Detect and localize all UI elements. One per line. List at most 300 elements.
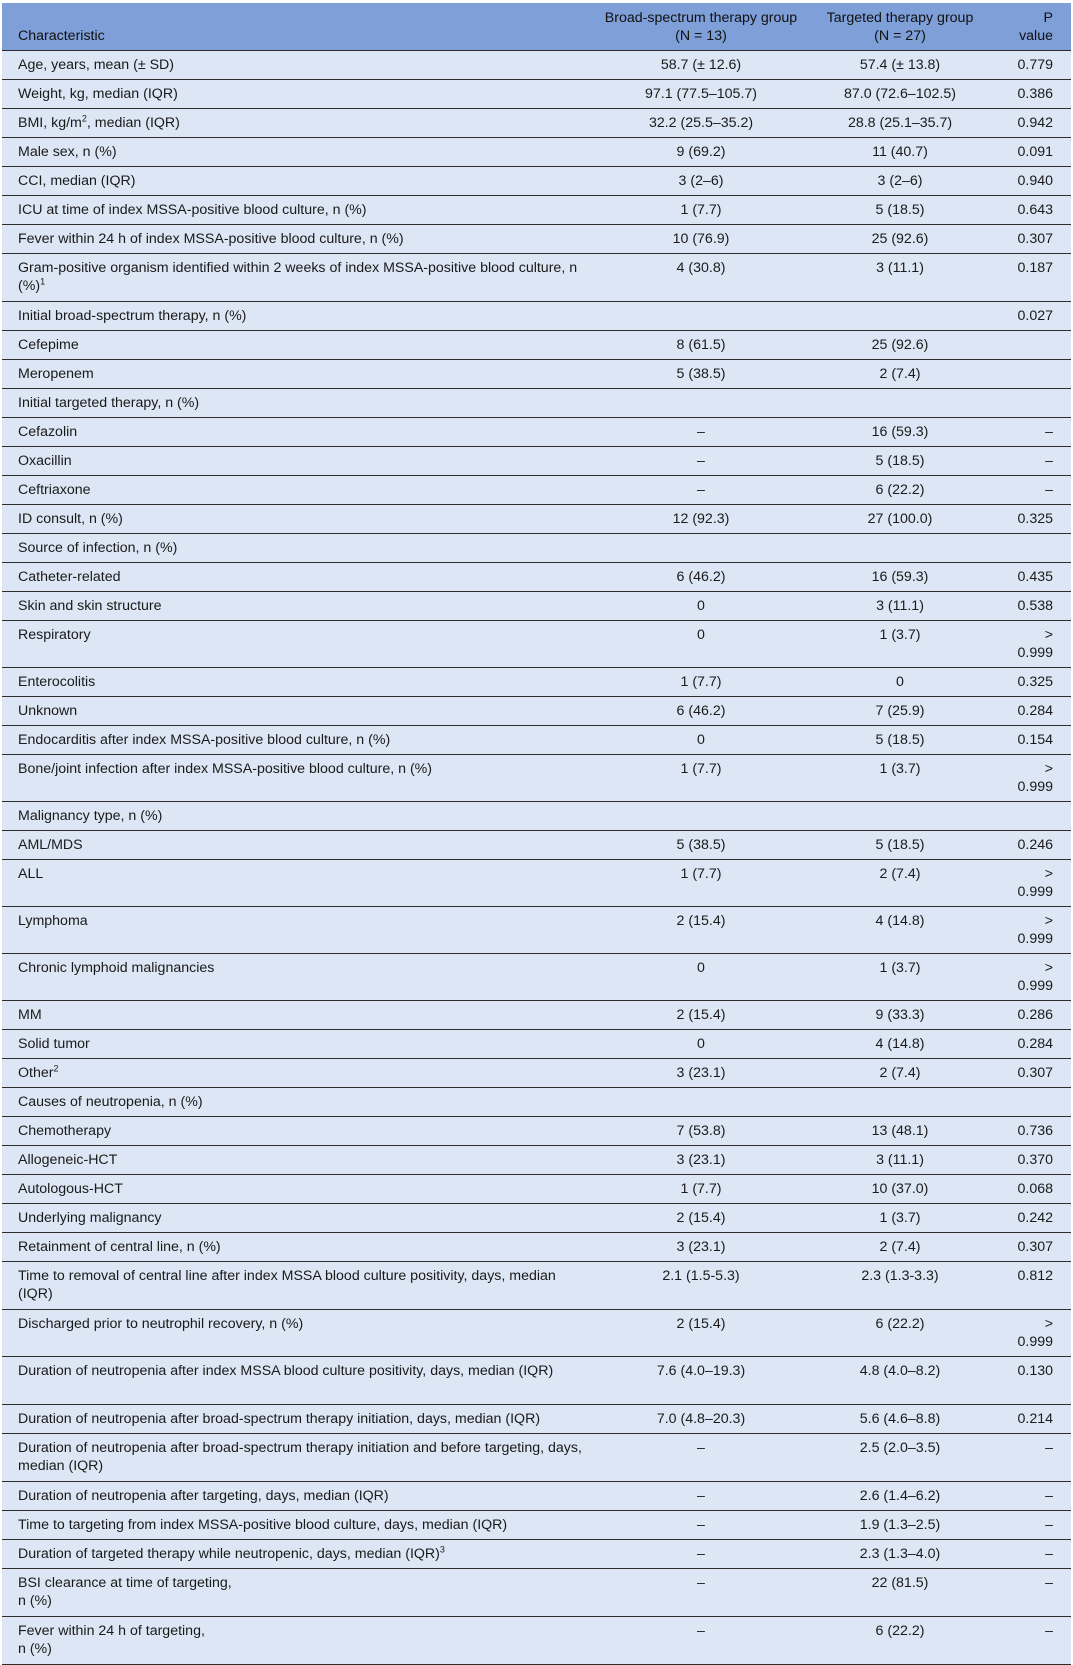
- p-value: 0.386: [993, 79, 1071, 108]
- broad-spectrum-value: 9 (69.2): [595, 137, 807, 166]
- footnote-marker: 1: [40, 275, 46, 286]
- table-row: [2, 1356, 1071, 1404]
- table-row: [2, 533, 1071, 562]
- row-characteristic: [2, 953, 595, 1000]
- table-row: [2, 166, 1071, 195]
- row-characteristic: [2, 533, 595, 562]
- p-value: 0.068: [993, 1174, 1071, 1203]
- broad-spectrum-value: [595, 533, 807, 562]
- footnote-marker: 2: [53, 1062, 59, 1073]
- p-value: [993, 1087, 1071, 1116]
- targeted-value: [807, 388, 993, 417]
- targeted-value: 3 (11.1): [807, 253, 993, 301]
- table-row: [2, 1203, 1071, 1232]
- table-row: [2, 137, 1071, 166]
- targeted-value: 13 (48.1): [807, 1116, 993, 1145]
- targeted-value: 2.3 (1.3-3.3): [807, 1261, 993, 1309]
- p-value: 0.307: [993, 1058, 1071, 1087]
- table-row: [2, 1568, 1071, 1616]
- p-value: 0.130: [993, 1356, 1071, 1404]
- broad-spectrum-value: 1 (7.7): [595, 195, 807, 224]
- characteristic-label: Age, years, mean (± SD): [18, 56, 175, 73]
- table-row: [2, 1616, 1071, 1664]
- p-value: –: [993, 417, 1071, 446]
- row-characteristic: [2, 166, 595, 195]
- p-value: > 0.999: [993, 1309, 1071, 1356]
- broad-spectrum-value: 3 (23.1): [595, 1058, 807, 1087]
- p-value: 0.154: [993, 725, 1071, 754]
- table-row: [2, 79, 1071, 108]
- characteristic-label: Lymphoma: [18, 912, 88, 929]
- targeted-value: 9 (33.3): [807, 1000, 993, 1029]
- targeted-value: 4.8 (4.0–8.2): [807, 1356, 993, 1404]
- targeted-value: 16 (59.3): [807, 417, 993, 446]
- row-characteristic: [2, 1232, 595, 1261]
- broad-spectrum-value: 1 (7.7): [595, 1174, 807, 1203]
- p-value: 0.286: [993, 1000, 1071, 1029]
- targeted-value: 1 (3.7): [807, 620, 993, 667]
- row-characteristic: [2, 1510, 595, 1539]
- p-value: 0.091: [993, 137, 1071, 166]
- row-characteristic: [2, 1616, 595, 1664]
- table-row: [2, 830, 1071, 859]
- targeted-value: 2.5 (2.0–3.5): [807, 1433, 993, 1481]
- targeted-value: 28.8 (25.1–35.7): [807, 108, 993, 137]
- row-characteristic: [2, 1404, 595, 1433]
- table-row: [2, 1174, 1071, 1203]
- table-row: [2, 1232, 1071, 1261]
- characteristic-label: Cefepime: [18, 336, 79, 353]
- table-row: [2, 330, 1071, 359]
- targeted-value: 5 (18.5): [807, 725, 993, 754]
- characteristic-label: Allogeneic-HCT: [18, 1151, 118, 1168]
- row-characteristic: [2, 79, 595, 108]
- table-row: [2, 446, 1071, 475]
- broad-spectrum-value: 0: [595, 725, 807, 754]
- row-characteristic: [2, 417, 595, 446]
- p-value: –: [993, 1616, 1071, 1664]
- broad-spectrum-value: 1 (7.7): [595, 667, 807, 696]
- broad-spectrum-value: 7.6 (4.0–19.3): [595, 1356, 807, 1404]
- characteristic-label-line2: n (%): [18, 1640, 52, 1657]
- row-characteristic: [2, 1000, 595, 1029]
- p-value: 0.242: [993, 1203, 1071, 1232]
- targeted-value: 6 (22.2): [807, 1616, 993, 1664]
- row-characteristic: [2, 137, 595, 166]
- table-row: [2, 906, 1071, 953]
- targeted-value: 5 (18.5): [807, 830, 993, 859]
- table-row: [2, 504, 1071, 533]
- characteristic-label: Oxacillin: [18, 452, 72, 469]
- broad-spectrum-value: 5 (38.5): [595, 830, 807, 859]
- p-value: [993, 330, 1071, 359]
- broad-spectrum-value: 7.0 (4.8–20.3): [595, 1404, 807, 1433]
- targeted-value: 5.6 (4.6–8.8): [807, 1404, 993, 1433]
- targeted-value: 25 (92.6): [807, 330, 993, 359]
- header-broad-title: Broad-spectrum therapy group: [604, 9, 798, 26]
- characteristic-label: Other: [18, 1064, 54, 1081]
- characteristic-label: CCI, median (IQR): [18, 172, 136, 189]
- broad-spectrum-value: –: [595, 475, 807, 504]
- p-value: 0.940: [993, 166, 1071, 195]
- p-value: 0.370: [993, 1145, 1071, 1174]
- targeted-value: 4 (14.8): [807, 906, 993, 953]
- targeted-value: 25 (92.6): [807, 224, 993, 253]
- broad-spectrum-value: 3 (2–6): [595, 166, 807, 195]
- targeted-value: 2 (7.4): [807, 1058, 993, 1087]
- broad-spectrum-value: 0: [595, 620, 807, 667]
- table-row: [2, 1145, 1071, 1174]
- targeted-value: 2.6 (1.4–6.2): [807, 1481, 993, 1510]
- table-row: [2, 1510, 1071, 1539]
- p-value: 0.779: [993, 50, 1071, 79]
- broad-spectrum-value: 7 (53.8): [595, 1116, 807, 1145]
- header-row: [2, 3, 1071, 50]
- p-value: > 0.999: [993, 906, 1071, 953]
- characteristic-label: Ceftriaxone: [18, 481, 91, 498]
- characteristic-label: Initial targeted therapy, n (%): [18, 394, 200, 411]
- targeted-value: 4 (14.8): [807, 1029, 993, 1058]
- characteristic-label: ALL: [18, 865, 44, 882]
- header-broad-spectrum-group: [595, 3, 807, 50]
- table-row: [2, 754, 1071, 801]
- broad-spectrum-value: –: [595, 1433, 807, 1481]
- targeted-value: 1 (3.7): [807, 1203, 993, 1232]
- broad-spectrum-value: [595, 388, 807, 417]
- table-row: [2, 301, 1071, 330]
- row-characteristic: [2, 108, 595, 137]
- p-value: [993, 801, 1071, 830]
- characteristic-label: Chemotherapy: [18, 1122, 112, 1139]
- header-characteristic: Characteristic: [2, 3, 595, 50]
- characteristic-label: BMI, kg/m: [18, 114, 82, 131]
- targeted-value: [807, 801, 993, 830]
- p-value: > 0.999: [993, 754, 1071, 801]
- p-value: 0.736: [993, 1116, 1071, 1145]
- targeted-value: 27 (100.0): [807, 504, 993, 533]
- p-value: 0.284: [993, 696, 1071, 725]
- row-characteristic: [2, 859, 595, 906]
- characteristic-label: Chronic lymphoid malignancies: [18, 959, 215, 976]
- targeted-value: 5 (18.5): [807, 446, 993, 475]
- p-value: 0.027: [993, 301, 1071, 330]
- row-characteristic: [2, 1029, 595, 1058]
- characteristic-label-line2: n (%): [18, 1592, 52, 1609]
- characteristic-label: Malignancy type, n (%): [18, 807, 163, 824]
- characteristic-label: Respiratory: [18, 626, 91, 643]
- broad-spectrum-value: –: [595, 1510, 807, 1539]
- row-characteristic: [2, 330, 595, 359]
- table-row: [2, 1404, 1071, 1433]
- row-characteristic: [2, 50, 595, 79]
- broad-spectrum-value: 58.7 (± 12.6): [595, 50, 807, 79]
- p-value: –: [993, 475, 1071, 504]
- broad-spectrum-value: 12 (92.3): [595, 504, 807, 533]
- broad-spectrum-value: [595, 801, 807, 830]
- broad-spectrum-value: 2 (15.4): [595, 906, 807, 953]
- broad-spectrum-value: –: [595, 1568, 807, 1616]
- targeted-value: 0: [807, 667, 993, 696]
- characteristic-label: Underlying malignancy: [18, 1209, 162, 1226]
- row-characteristic: [2, 1261, 595, 1309]
- characteristic-label: Unknown: [18, 702, 78, 719]
- targeted-value: 3 (11.1): [807, 591, 993, 620]
- broad-spectrum-value: 8 (61.5): [595, 330, 807, 359]
- p-value: 0.214: [993, 1404, 1071, 1433]
- broad-spectrum-value: 97.1 (77.5–105.7): [595, 79, 807, 108]
- p-value: –: [993, 446, 1071, 475]
- targeted-value: 22 (81.5): [807, 1568, 993, 1616]
- header-targeted-title: Targeted therapy group: [826, 9, 974, 26]
- targeted-value: 5 (18.5): [807, 195, 993, 224]
- row-characteristic: [2, 301, 595, 330]
- row-characteristic: [2, 667, 595, 696]
- characteristic-label: Fever within 24 h of index MSSA-positive blood culture, n (%): [18, 230, 404, 247]
- table-row: [2, 1261, 1071, 1309]
- targeted-value: 3 (11.1): [807, 1145, 993, 1174]
- characteristic-label: Initial broad-spectrum therapy, n (%): [18, 307, 247, 324]
- p-value: 0.307: [993, 224, 1071, 253]
- characteristic-label: Duration of neutropenia after broad-spectrum therapy initiation, days, median (IQR): [18, 1410, 541, 1427]
- footnote-marker: 3: [439, 1543, 445, 1554]
- p-value: [993, 388, 1071, 417]
- p-value: 0.325: [993, 667, 1071, 696]
- characteristic-label: Duration of neutropenia after broad-spectrum therapy initiation and before targeting, days, median (IQR): [18, 1439, 582, 1474]
- targeted-value: 2.3 (1.3–4.0): [807, 1539, 993, 1568]
- row-characteristic: [2, 906, 595, 953]
- p-value: [993, 359, 1071, 388]
- row-characteristic: [2, 1539, 595, 1568]
- characteristic-label: Fever within 24 h of targeting,: [18, 1622, 205, 1639]
- characteristic-label: Enterocolitis: [18, 673, 96, 690]
- table-row: [2, 1433, 1071, 1481]
- characteristic-label: Meropenem: [18, 365, 94, 382]
- row-characteristic: [2, 591, 595, 620]
- targeted-value: 57.4 (± 13.8): [807, 50, 993, 79]
- row-characteristic: [2, 562, 595, 591]
- row-characteristic: [2, 388, 595, 417]
- row-characteristic: [2, 801, 595, 830]
- row-characteristic: [2, 475, 595, 504]
- targeted-value: 87.0 (72.6–102.5): [807, 79, 993, 108]
- broad-spectrum-value: –: [595, 417, 807, 446]
- characteristic-label-suffix: , median (IQR): [86, 114, 180, 131]
- p-value: –: [993, 1539, 1071, 1568]
- row-characteristic: [2, 754, 595, 801]
- row-characteristic: [2, 1174, 595, 1203]
- characteristic-label: AML/MDS: [18, 836, 83, 853]
- broad-spectrum-value: 5 (38.5): [595, 359, 807, 388]
- targeted-value: 2 (7.4): [807, 359, 993, 388]
- header-targeted-n: (N = 27): [874, 27, 926, 44]
- characteristic-label: Causes of neutropenia, n (%): [18, 1093, 203, 1110]
- header-broad-n: (N = 13): [675, 27, 727, 44]
- table-row: [2, 1309, 1071, 1356]
- table-row: [2, 1116, 1071, 1145]
- table-row: [2, 725, 1071, 754]
- characteristic-label: Solid tumor: [18, 1035, 90, 1052]
- targeted-value: 10 (37.0): [807, 1174, 993, 1203]
- p-value: –: [993, 1510, 1071, 1539]
- row-characteristic: [2, 1568, 595, 1616]
- table-row: [2, 667, 1071, 696]
- broad-spectrum-value: 32.2 (25.5–35.2): [595, 108, 807, 137]
- p-value: 0.284: [993, 1029, 1071, 1058]
- broad-spectrum-value: 2 (15.4): [595, 1000, 807, 1029]
- table-row: [2, 253, 1071, 301]
- targeted-value: 6 (22.2): [807, 1309, 993, 1356]
- broad-spectrum-value: 2 (15.4): [595, 1203, 807, 1232]
- broad-spectrum-value: 4 (30.8): [595, 253, 807, 301]
- characteristics-table: [2, 3, 1071, 1665]
- characteristic-label: ICU at time of index MSSA-positive blood culture, n (%): [18, 201, 367, 218]
- p-value: > 0.999: [993, 953, 1071, 1000]
- characteristic-label: Retainment of central line, n (%): [18, 1238, 221, 1255]
- targeted-value: 11 (40.7): [807, 137, 993, 166]
- characteristic-label: Bone/joint infection after index MSSA-positive blood culture, n (%): [18, 760, 433, 777]
- header-targeted-group: [807, 3, 993, 50]
- broad-spectrum-value: [595, 1087, 807, 1116]
- row-characteristic: [2, 1356, 595, 1404]
- table-row: [2, 359, 1071, 388]
- p-value: 0.187: [993, 253, 1071, 301]
- row-characteristic: [2, 359, 595, 388]
- targeted-value: 7 (25.9): [807, 696, 993, 725]
- p-value: –: [993, 1433, 1071, 1481]
- targeted-value: 2 (7.4): [807, 1232, 993, 1261]
- table-row: [2, 1000, 1071, 1029]
- characteristic-label: Male sex, n (%): [18, 143, 117, 160]
- table-row: [2, 562, 1071, 591]
- table-row: [2, 801, 1071, 830]
- broad-spectrum-value: 6 (46.2): [595, 562, 807, 591]
- broad-spectrum-value: 2 (15.4): [595, 1309, 807, 1356]
- targeted-value: [807, 533, 993, 562]
- table-header: [2, 3, 1071, 50]
- characteristic-label: Duration of neutropenia after targeting, days, median (IQR): [18, 1487, 389, 1504]
- broad-spectrum-value: –: [595, 1616, 807, 1664]
- characteristic-label: Duration of neutropenia after index MSSA blood culture positivity, days, median (IQR): [18, 1362, 554, 1379]
- broad-spectrum-value: 0: [595, 591, 807, 620]
- p-value: 0.307: [993, 1232, 1071, 1261]
- broad-spectrum-value: 2.1 (1.5-5.3): [595, 1261, 807, 1309]
- broad-spectrum-value: –: [595, 1481, 807, 1510]
- table-row: [2, 108, 1071, 137]
- table-body: [2, 50, 1071, 1664]
- p-value: 0.435: [993, 562, 1071, 591]
- targeted-value: 1 (3.7): [807, 953, 993, 1000]
- row-characteristic: [2, 1145, 595, 1174]
- characteristic-label: Autologous-HCT: [18, 1180, 123, 1197]
- targeted-value: 16 (59.3): [807, 562, 993, 591]
- table-row: [2, 50, 1071, 79]
- p-value: 0.812: [993, 1261, 1071, 1309]
- p-value: > 0.999: [993, 620, 1071, 667]
- table-row: [2, 696, 1071, 725]
- table-row: [2, 859, 1071, 906]
- broad-spectrum-value: [595, 301, 807, 330]
- targeted-value: 2 (7.4): [807, 859, 993, 906]
- row-characteristic: [2, 224, 595, 253]
- table-row: [2, 1481, 1071, 1510]
- row-characteristic: [2, 446, 595, 475]
- table-row: [2, 1539, 1071, 1568]
- p-value: 0.942: [993, 108, 1071, 137]
- broad-spectrum-value: 10 (76.9): [595, 224, 807, 253]
- row-characteristic: [2, 620, 595, 667]
- table-row: [2, 1029, 1071, 1058]
- broad-spectrum-value: 0: [595, 953, 807, 1000]
- broad-spectrum-value: 1 (7.7): [595, 754, 807, 801]
- characteristic-label: Catheter-related: [18, 568, 121, 585]
- targeted-value: 3 (2–6): [807, 166, 993, 195]
- row-characteristic: [2, 1116, 595, 1145]
- characteristic-label: Gram-positive organism identified within 2 weeks of index MSSA-positive blood culture, n (%): [18, 259, 578, 294]
- targeted-value: [807, 1087, 993, 1116]
- table-row: [2, 475, 1071, 504]
- row-characteristic: [2, 696, 595, 725]
- row-characteristic: [2, 1087, 595, 1116]
- row-characteristic: [2, 504, 595, 533]
- characteristic-label: Duration of targeted therapy while neutropenic, days, median (IQR): [18, 1545, 440, 1562]
- p-value: 0.538: [993, 591, 1071, 620]
- characteristic-label: Time to removal of central line after index MSSA blood culture positivity, days, median (IQR): [18, 1267, 556, 1302]
- characteristic-label: Discharged prior to neutrophil recovery, n (%): [18, 1315, 304, 1332]
- broad-spectrum-value: 0: [595, 1029, 807, 1058]
- row-characteristic: [2, 1309, 595, 1356]
- p-value: –: [993, 1481, 1071, 1510]
- p-value: [993, 533, 1071, 562]
- p-value: > 0.999: [993, 859, 1071, 906]
- row-characteristic: [2, 1433, 595, 1481]
- characteristic-label: Cefazolin: [18, 423, 78, 440]
- table-row: [2, 417, 1071, 446]
- table-row: [2, 591, 1071, 620]
- table-row: [2, 620, 1071, 667]
- p-value: 0.643: [993, 195, 1071, 224]
- table-row: [2, 1087, 1071, 1116]
- table-row: [2, 388, 1071, 417]
- row-characteristic: [2, 725, 595, 754]
- table-row: [2, 953, 1071, 1000]
- characteristic-label: ID consult, n (%): [18, 510, 123, 527]
- row-characteristic: [2, 1481, 595, 1510]
- p-value: 0.246: [993, 830, 1071, 859]
- broad-spectrum-value: 3 (23.1): [595, 1232, 807, 1261]
- characteristic-label: Weight, kg, median (IQR): [18, 85, 178, 102]
- p-value: 0.325: [993, 504, 1071, 533]
- broad-spectrum-value: 1 (7.7): [595, 859, 807, 906]
- targeted-value: 1 (3.7): [807, 754, 993, 801]
- p-value: –: [993, 1568, 1071, 1616]
- header-p-value: P value: [993, 3, 1071, 50]
- row-characteristic: [2, 1203, 595, 1232]
- characteristic-label: MM: [18, 1006, 42, 1023]
- characteristic-label: Skin and skin structure: [18, 597, 162, 614]
- row-characteristic: [2, 195, 595, 224]
- characteristic-label: Source of infection, n (%): [18, 539, 178, 556]
- row-characteristic: [2, 830, 595, 859]
- row-characteristic: [2, 1058, 595, 1087]
- characteristic-label: BSI clearance at time of targeting,: [18, 1574, 232, 1591]
- footnote-marker: 2: [81, 112, 87, 123]
- table-row: [2, 195, 1071, 224]
- targeted-value: 6 (22.2): [807, 475, 993, 504]
- targeted-value: 1.9 (1.3–2.5): [807, 1510, 993, 1539]
- characteristic-label: Endocarditis after index MSSA-positive blood culture, n (%): [18, 731, 391, 748]
- table-row: [2, 224, 1071, 253]
- broad-spectrum-value: 6 (46.2): [595, 696, 807, 725]
